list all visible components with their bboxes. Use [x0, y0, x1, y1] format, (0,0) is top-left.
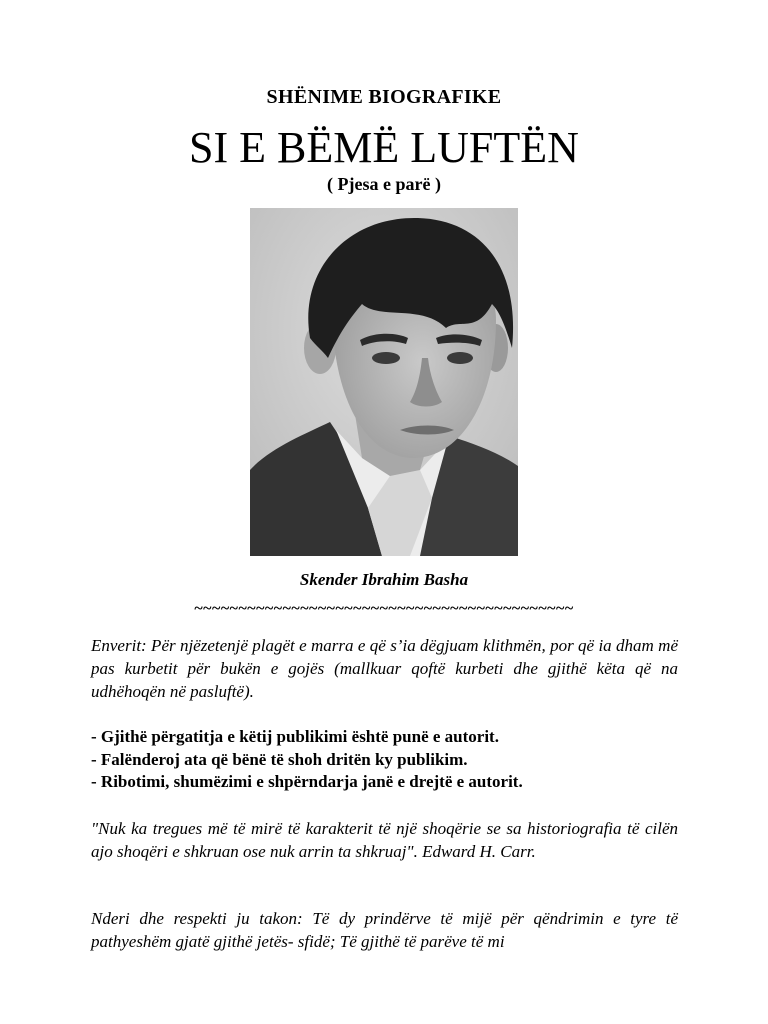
note-item: - Falënderoj ata që bënë të shoh dritën ky publikim. — [91, 749, 468, 769]
part-label: ( Pjesa e parë ) — [327, 174, 441, 194]
author-notes — [91, 726, 678, 794]
respect-paragraph: Nderi dhe respekti ju takon: Të dy prindërve të mijë për qëndrimin e tyre të pathyeshëm gjatë gjithë jetës- sfidë; Të gjithë të parëve të mi — [91, 909, 678, 951]
portrait-photo — [250, 208, 518, 556]
portrait-photo-image — [250, 208, 518, 556]
separator: ~~~~~~~~~~~~~~~~~~~~~~~~~~~~~~~~~~~~~~~~~~~ — [194, 600, 574, 617]
author-name: Skender Ibrahim Basha — [299, 570, 469, 589]
quote-paragraph: "Nuk ka tregues më të mirë të karakterit të një shoqërie se sa historiografia të cilën ajo shoqëri e shkruan ose nuk arrin ta shkruaj". Edward H. Carr. — [91, 819, 678, 861]
note-item: - Gjithë përgatitja e këtij publikimi është punë e autorit. — [91, 727, 499, 746]
page-title: SI E BËMË LUFTËN — [189, 123, 579, 172]
header-label: SHËNIME BIOGRAFIKE — [266, 86, 502, 108]
dedication-paragraph: Enverit: Për njëzetenjë plagët e marra e që s’ia dëgjuam klithmën, por që ia dham më pas kurbetit për bukën e gojës (mallkuar qoftë kurbeti dhe gjithë këta që na udhëhoqën në pasluftë). — [91, 636, 678, 701]
note-item: - Ribotimi, shumëzimi e shpërndarja janë e drejtë e autorit. — [91, 772, 523, 791]
